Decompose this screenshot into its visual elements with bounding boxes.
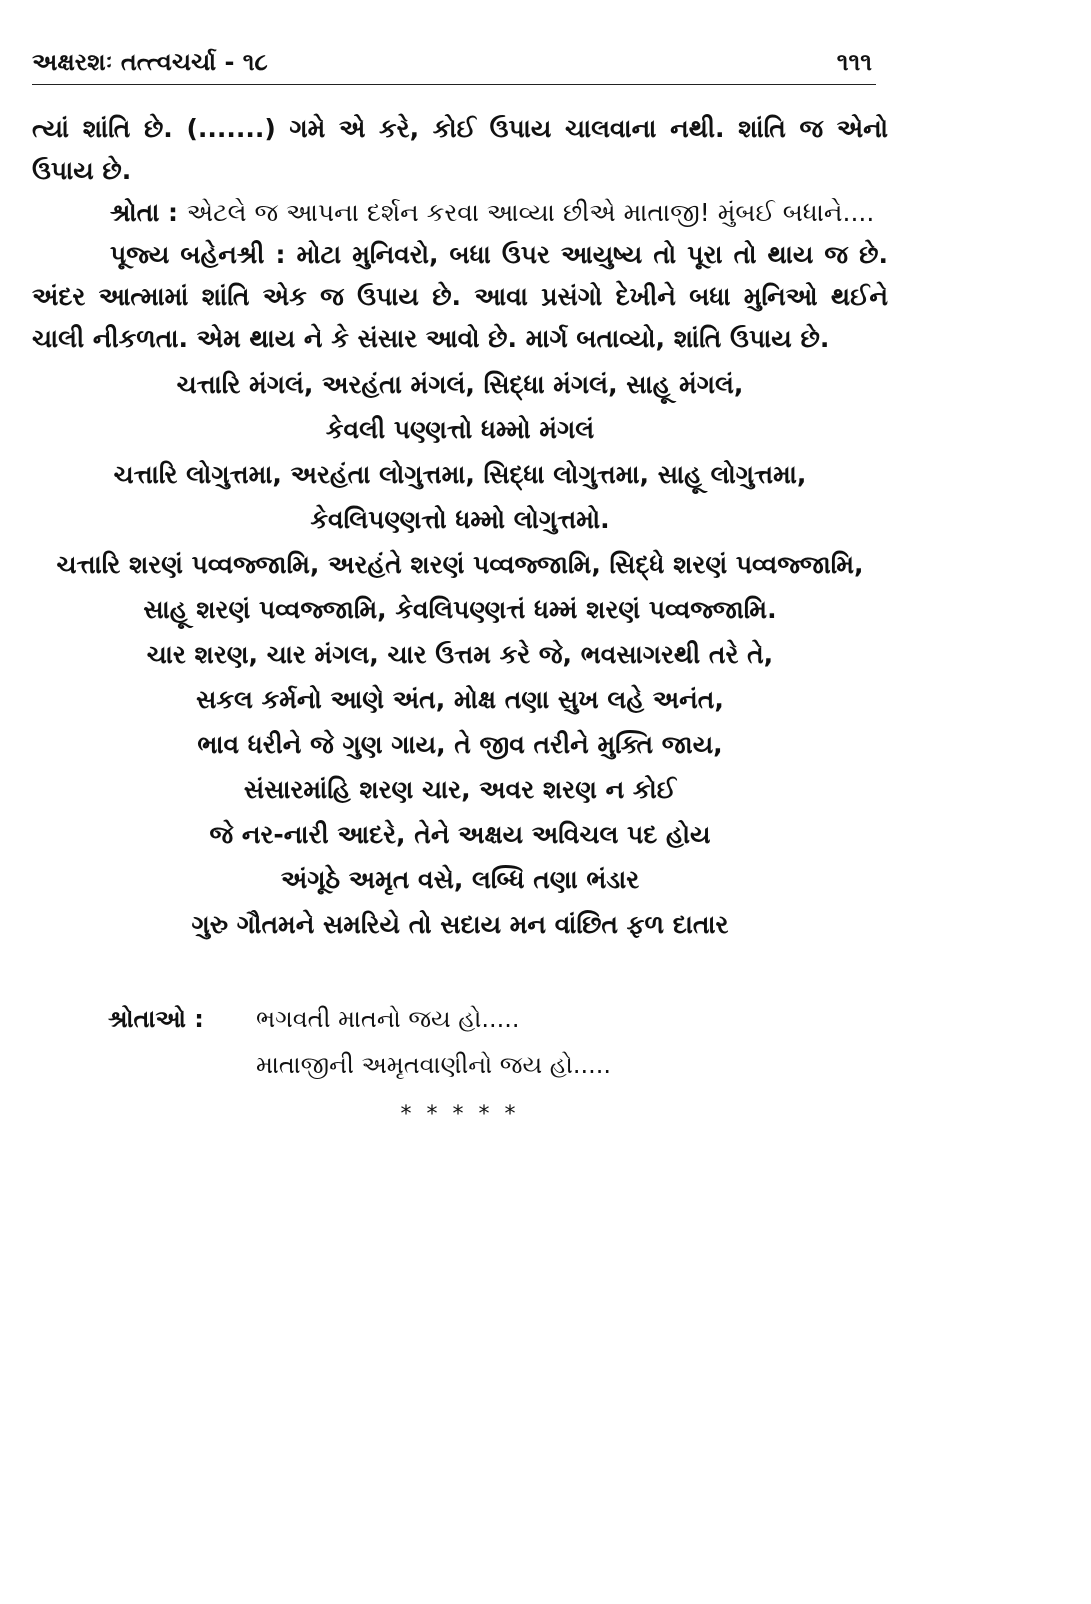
verse-line: ચત્તારિ મંગલં, અરહંતા મંગલં, સિદ્ધા મંગલં, સાહૂ મંગલં, (176, 370, 744, 399)
verse-line: અંગૂઠે અમૃત વસે, લબ્ધિ તણા ભંડાર (280, 865, 640, 894)
speaker-label: પૂજ્ય બહેનશ્રી : (110, 240, 286, 269)
paragraph-listener (32, 192, 888, 234)
page-number: ૧૧૧ (836, 48, 872, 76)
body-text (32, 108, 888, 360)
closing-block (108, 996, 808, 1088)
verse-line: ભાવ ધરીને જે ગુણ ગાય, તે જીવ તરીને મુક્તિ જાય, (197, 730, 723, 759)
verse-line: સકલ કર્મનો આણે અંત, મોક્ષ તણા સુખ લહે અનંત, (196, 685, 724, 714)
verse-line: સાહૂ શરણં પવ્વજ્જામિ, કેવલિપણ્ણત્તં ધમ્મં શરણં પવ્વજ્જામિ. (143, 595, 777, 624)
closing-row (108, 996, 808, 1042)
closing-line: માતાજીની અમૃતવાણીનો જય હો..... (256, 1051, 611, 1079)
section-separator: * * * * * (400, 1102, 520, 1127)
page-header (32, 44, 876, 85)
verse-line: કેવલિપણ્ણત્તો ધમ્મો લોગુત્તમો. (310, 505, 610, 534)
speaker-text: એટલે જ આપના દર્શન કરવા આવ્યા છીએ માતાજી! મુંબઈ બધાને.... (186, 198, 875, 227)
verse-line: ગુરુ ગૌતમને સમરિયે તો સદાય મન વાંછિત ફળ દાતાર (191, 910, 729, 939)
closing-row (108, 1042, 808, 1088)
speaker-label: શ્રોતા : (110, 198, 179, 227)
verse-line: કેવલી પણ્ણત્તો ધમ્મો મંગલં (325, 415, 595, 444)
verse-line: ચત્તારિ લોગુત્તમા, અરહંતા લોગુત્તમા, સિદ્ધા લોગુત્તમા, સાહૂ લોગુત્તમા, (113, 460, 807, 489)
verse-line: ચત્તારિ શરણં પવ્વજ્જામિ, અરહંતે શરણં પવ્વજ્જામિ, સિદ્ધે શરણં પવ્વજ્જામિ, (56, 550, 864, 579)
closing-speaker-label: શ્રોતાઓ : (108, 1005, 204, 1033)
speaker-text: મોટા મુનિવરો, બધા ઉપર આયુષ્ય તો પૂરા તો થાય જ છે. અંદર આત્મામાં શાંતિ એક જ ઉપાય છે. આવા પ્રસંગો દેખીને બધા મુનિઓ થઈને ચાલી નીકળતા. એમ થાય ને કે સંસાર આવો છે. માર્ગ બતાવ્યો, શાંતિ ઉપાય છે. (32, 240, 888, 353)
verse-line: જે નર-નારી આદરે, તેને અક્ષય અવિચલ પદ હોય (209, 820, 711, 849)
paragraph-1: ત્યાં શાંતિ છે. (.......) ગમે એ કરે, કોઈ ઉપાય ચાલવાના નથી. શાંતિ જ એનો ઉપાય છે. (32, 114, 888, 185)
verse-line: ચાર શરણ, ચાર મંગલ, ચાર ઉત્તમ કરે જે, ભવસાગરથી તરે તે, (146, 640, 774, 669)
closing-line: ભગવતી માતનો જય હો..... (256, 1005, 520, 1033)
verse-line: સંસારમાંહિ શરણ ચાર, અવર શરણ ન કોઈ (243, 775, 677, 804)
verse-block (32, 362, 888, 947)
running-title: અક્ષરશઃ તત્ત્વચર્ચા - ૧૮ (32, 48, 268, 76)
paragraph-bahenshri (32, 234, 888, 360)
